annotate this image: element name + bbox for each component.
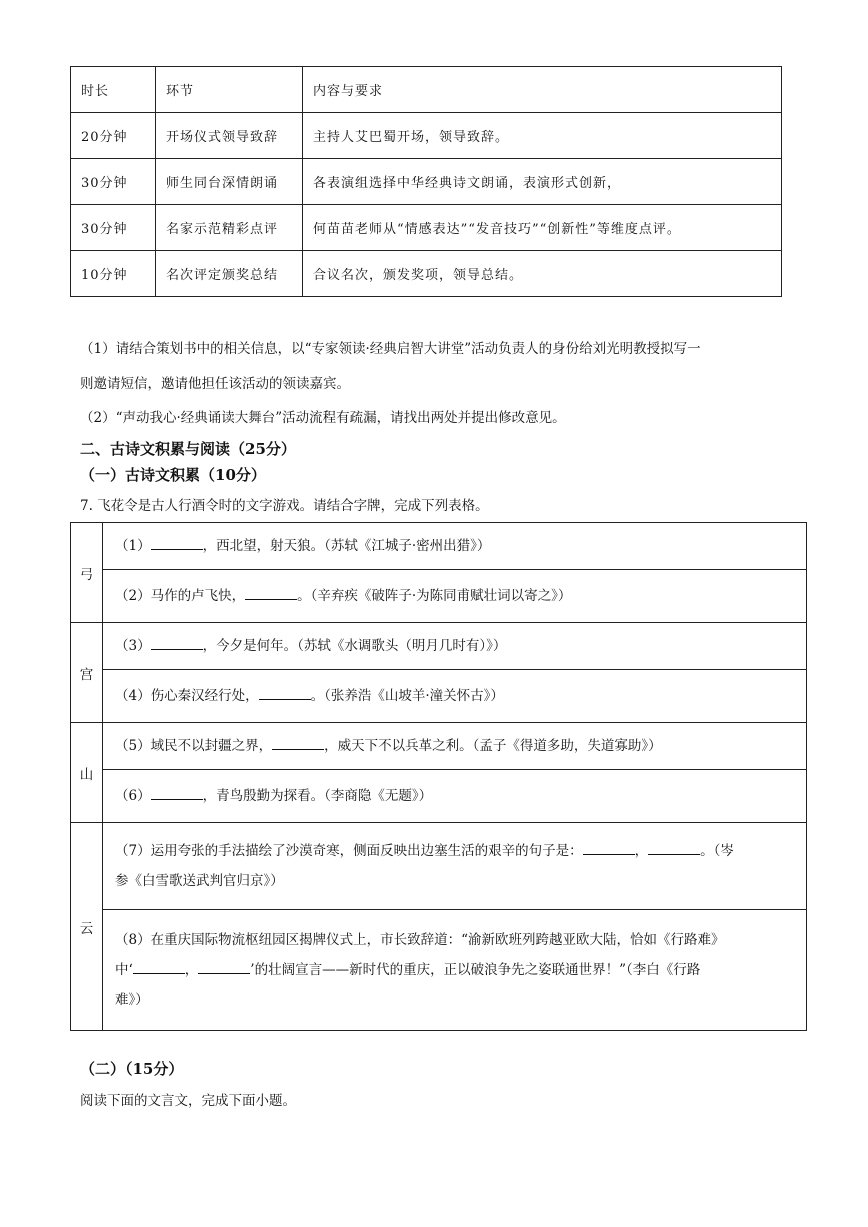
character-card-gong-palace: 宫 xyxy=(71,623,103,723)
table-row xyxy=(71,113,782,159)
header-segment: 环节 xyxy=(156,67,303,113)
table-row xyxy=(71,523,807,570)
item-prefix: （5）域民不以封疆之界， xyxy=(115,738,273,754)
item-suffix: ，青鸟殷勤为探看。（李商隐《无题》） xyxy=(202,788,433,804)
poem-item-7 xyxy=(103,823,807,910)
table-row xyxy=(71,910,807,1031)
character-card-yun: 云 xyxy=(71,823,103,1031)
section-2-subtitle: （一）古诗文积累（10分） xyxy=(80,466,266,484)
table-row xyxy=(71,159,782,205)
table-row xyxy=(71,570,807,623)
cell-content: 合议名次，颁发奖项，领导总结。 xyxy=(303,251,782,297)
answer-blank[interactable] xyxy=(272,735,324,750)
question-2: （2）“声动我心·经典诵读大舞台”活动流程有疏漏，请找出两处并提出修改意见。 xyxy=(80,410,566,426)
table-row xyxy=(71,770,807,823)
table-row xyxy=(71,670,807,723)
poem-item-4 xyxy=(103,670,807,723)
item-suffix: 。（张养浩《山坡羊·潼关怀古》） xyxy=(310,688,504,704)
schedule-table xyxy=(70,66,782,297)
item-7-text: （7）运用夸张的手法描绘了沙漠奇寒，侧面反映出边塞生活的艰辛的句子是： xyxy=(115,843,583,859)
item-7-line-2: 参《白雪歌送武判官归京》） xyxy=(115,873,284,889)
item-prefix: （2）马作的卢飞快， xyxy=(115,588,246,604)
header-content: 内容与要求 xyxy=(303,67,782,113)
table-row xyxy=(71,823,807,910)
character-card-gong-bow: 弓 xyxy=(71,523,103,623)
item-suffix: 。（辛弃疾《破阵子·为陈同甫赋壮词以寄之》） xyxy=(297,588,572,604)
section-2b-title: （二）（15分） xyxy=(80,1060,184,1078)
item-prefix: （3） xyxy=(115,638,151,654)
poem-item-1 xyxy=(103,523,807,570)
item-7-line-1 xyxy=(115,836,796,866)
question-1-line-1: （1）请结合策划书中的相关信息，以“专家领读·经典启智大讲堂”活动负责人的身份给刘光明教授拟写一 xyxy=(80,341,701,357)
item-8-suffix: ’的壮阔宣言——新时代的重庆，正以破浪争先之姿联通世界！”（李白《行路 xyxy=(250,962,701,978)
section-2b-instruction: 阅读下面的文言文，完成下面小题。 xyxy=(80,1093,296,1109)
item-7-separator: ， xyxy=(634,843,649,859)
header-duration: 时长 xyxy=(71,67,156,113)
character-card-shan: 山 xyxy=(71,723,103,823)
answer-blank[interactable] xyxy=(151,535,203,550)
schedule-header-row xyxy=(71,67,782,113)
cell-duration: 30分钟 xyxy=(71,205,156,251)
item-suffix: ，威天下不以兵革之利。（孟子《得道多助，失道寡助》） xyxy=(324,738,662,754)
answer-blank[interactable] xyxy=(259,685,311,700)
cell-segment: 师生同台深情朗诵 xyxy=(156,159,303,205)
item-8-line-1: （8）在重庆国际物流枢纽园区揭牌仪式上，市长致辞道：“渝新欧班列跨越亚欧大陆，恰如《行路难》 xyxy=(115,932,725,948)
section-2-title: 二、古诗文积累与阅读（25分） xyxy=(80,440,296,458)
answer-blank[interactable] xyxy=(245,585,297,600)
item-8-line-2 xyxy=(115,955,796,985)
answer-blank[interactable] xyxy=(583,840,635,855)
answer-blank[interactable] xyxy=(151,785,203,800)
question-1-line-2: 则邀请短信，邀请他担任该活动的领读嘉宾。 xyxy=(80,376,350,392)
table-row xyxy=(71,251,782,297)
poem-item-2 xyxy=(103,570,807,623)
item-suffix: ，西北望，射天狼。（苏轼《江城子·密州出猎》） xyxy=(202,538,491,554)
cell-duration: 30分钟 xyxy=(71,159,156,205)
table-row xyxy=(71,623,807,670)
poem-item-6 xyxy=(103,770,807,823)
poem-item-3 xyxy=(103,623,807,670)
table-row xyxy=(71,723,807,770)
item-8-line-3: 难》） xyxy=(115,992,149,1008)
question-7-stem: 7. 飞花令是古人行酒令时的文字游戏。请结合字牌，完成下列表格。 xyxy=(80,498,489,514)
answer-blank[interactable] xyxy=(648,840,700,855)
cell-content: 各表演组选择中华经典诗文朗诵，表演形式创新， xyxy=(303,159,782,205)
item-suffix: ，今夕是何年。（苏轼《水调歌头（明月几时有）》） xyxy=(202,638,507,654)
item-prefix: （6） xyxy=(115,788,151,804)
table-row xyxy=(71,205,782,251)
poem-item-5 xyxy=(103,723,807,770)
cell-duration: 20分钟 xyxy=(71,113,156,159)
cell-content: 主持人艾巴蜀开场，领导致辞。 xyxy=(303,113,782,159)
item-prefix: （1） xyxy=(115,538,151,554)
item-8-prefix: 中‘ xyxy=(115,962,133,978)
cell-content: 何苗苗老师从“情感表达”“发音技巧”“创新性”等维度点评。 xyxy=(303,205,782,251)
answer-blank[interactable] xyxy=(198,959,250,974)
answer-blank[interactable] xyxy=(151,635,203,650)
item-7-end: 。（岑 xyxy=(700,843,734,859)
cell-segment: 名次评定颁奖总结 xyxy=(156,251,303,297)
item-8-separator: ， xyxy=(184,962,199,978)
cell-duration: 10分钟 xyxy=(71,251,156,297)
cell-segment: 开场仪式领导致辞 xyxy=(156,113,303,159)
cell-segment: 名家示范精彩点评 xyxy=(156,205,303,251)
poem-table xyxy=(70,522,807,1031)
item-prefix: （4）伤心秦汉经行处， xyxy=(115,688,259,704)
poem-item-8 xyxy=(103,910,807,1031)
answer-blank[interactable] xyxy=(133,959,185,974)
